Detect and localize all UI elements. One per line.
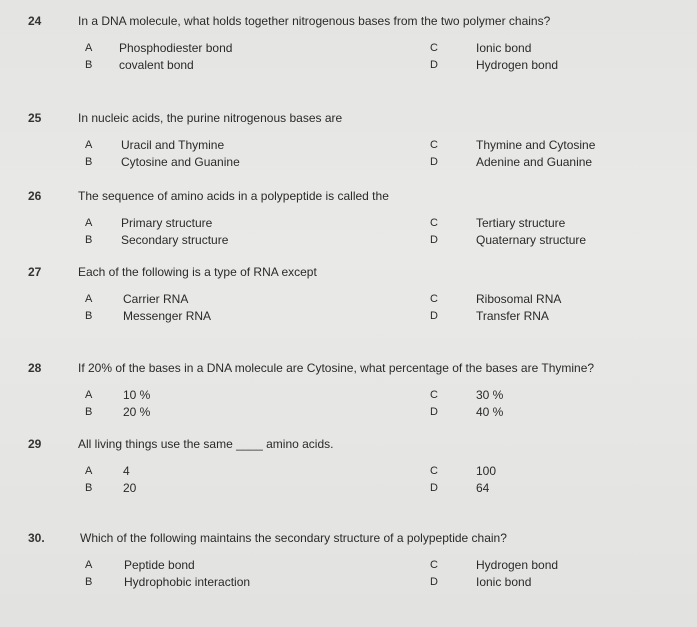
option-b[interactable]: Cytosine and Guanine bbox=[121, 155, 240, 169]
option-a[interactable]: Primary structure bbox=[121, 216, 213, 230]
option-a[interactable]: Phosphodiester bond bbox=[119, 41, 233, 55]
option-c[interactable]: Thymine and Cytosine bbox=[476, 138, 596, 152]
option-letter-d: D bbox=[430, 482, 438, 494]
question-stem: In a DNA molecule, what holds together nitrogenous bases from the two polymer chains? bbox=[78, 14, 551, 28]
question-stem: If 20% of the bases in a DNA molecule are Cytosine, what percentage of the bases are Thymine? bbox=[78, 361, 595, 375]
option-letter-b: B bbox=[85, 310, 93, 322]
option-a[interactable]: Peptide bond bbox=[124, 558, 195, 572]
option-d[interactable]: 64 bbox=[476, 481, 490, 495]
option-letter-c: C bbox=[430, 559, 438, 571]
option-a[interactable]: 4 bbox=[123, 464, 130, 478]
option-b[interactable]: Messenger RNA bbox=[123, 309, 212, 323]
option-b[interactable]: covalent bond bbox=[119, 58, 194, 72]
option-letter-a: A bbox=[85, 139, 93, 151]
option-letter-c: C bbox=[430, 217, 438, 229]
question-number: 30. bbox=[28, 531, 45, 545]
option-d[interactable]: Quaternary structure bbox=[476, 233, 587, 247]
option-letter-b: B bbox=[85, 234, 93, 246]
option-letter-d: D bbox=[430, 406, 438, 418]
option-letter-b: B bbox=[85, 156, 93, 168]
option-letter-a: A bbox=[85, 559, 93, 571]
option-b[interactable]: Hydrophobic interaction bbox=[124, 575, 251, 589]
option-c[interactable]: Ionic bond bbox=[476, 41, 532, 55]
option-letter-a: A bbox=[85, 465, 93, 477]
option-c[interactable]: 30 % bbox=[476, 388, 504, 402]
question-stem: Which of the following maintains the secondary structure of a polypeptide chain? bbox=[80, 531, 507, 545]
option-letter-a: A bbox=[85, 42, 93, 54]
option-c[interactable]: Tertiary structure bbox=[476, 216, 566, 230]
option-a[interactable]: Carrier RNA bbox=[123, 292, 189, 306]
question-number: 24 bbox=[28, 14, 42, 28]
option-letter-a: A bbox=[85, 217, 93, 229]
option-letter-c: C bbox=[430, 293, 438, 305]
question-number: 29 bbox=[28, 437, 42, 451]
question-stem: All living things use the same ____ amino acids. bbox=[78, 437, 334, 451]
option-b[interactable]: 20 bbox=[123, 481, 137, 495]
option-letter-b: B bbox=[85, 576, 93, 588]
question-stem: In nucleic acids, the purine nitrogenous bases are bbox=[78, 111, 343, 125]
option-letter-d: D bbox=[430, 576, 438, 588]
option-letter-b: B bbox=[85, 406, 93, 418]
option-letter-a: A bbox=[85, 293, 93, 305]
option-d[interactable]: 40 % bbox=[476, 405, 504, 419]
option-c[interactable]: Hydrogen bond bbox=[476, 558, 559, 572]
option-letter-a: A bbox=[85, 389, 93, 401]
option-letter-d: D bbox=[430, 310, 438, 322]
option-letter-c: C bbox=[430, 139, 438, 151]
option-d[interactable]: Adenine and Guanine bbox=[476, 155, 593, 169]
option-c[interactable]: 100 bbox=[476, 464, 497, 478]
question-number: 25 bbox=[28, 111, 42, 125]
option-letter-c: C bbox=[430, 42, 438, 54]
option-letter-b: B bbox=[85, 59, 93, 71]
option-d[interactable]: Ionic bond bbox=[476, 575, 532, 589]
question-number: 26 bbox=[28, 189, 42, 203]
option-letter-c: C bbox=[430, 389, 438, 401]
option-b[interactable]: Secondary structure bbox=[121, 233, 229, 247]
option-d[interactable]: Hydrogen bond bbox=[476, 58, 559, 72]
question-number: 27 bbox=[28, 265, 42, 279]
option-b[interactable]: 20 % bbox=[123, 405, 151, 419]
option-a[interactable]: Uracil and Thymine bbox=[121, 138, 225, 152]
option-a[interactable]: 10 % bbox=[123, 388, 151, 402]
question-stem: Each of the following is a type of RNA except bbox=[78, 265, 317, 279]
option-letter-b: B bbox=[85, 482, 93, 494]
question-stem: The sequence of amino acids in a polypeptide is called the bbox=[78, 189, 389, 203]
option-c[interactable]: Ribosomal RNA bbox=[476, 292, 562, 306]
option-letter-d: D bbox=[430, 59, 438, 71]
option-letter-d: D bbox=[430, 234, 438, 246]
option-letter-c: C bbox=[430, 465, 438, 477]
option-d[interactable]: Transfer RNA bbox=[476, 309, 549, 323]
option-letter-d: D bbox=[430, 156, 438, 168]
question-number: 28 bbox=[28, 361, 42, 375]
